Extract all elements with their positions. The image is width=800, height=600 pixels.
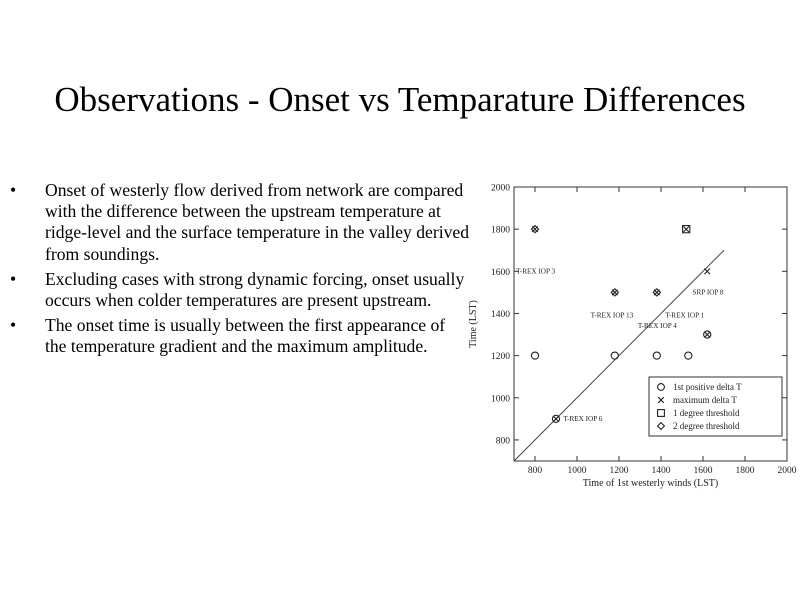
x-tick-label: 1200	[609, 466, 629, 476]
x-tick-label: 1400	[651, 466, 671, 476]
data-point-circle	[611, 352, 618, 359]
slide-title: Observations - Onset vs Temparature Differences	[54, 80, 746, 119]
point-annotation: SRP IOP 8	[692, 288, 724, 297]
legend-label: 2 degree threshold	[673, 421, 740, 431]
point-annotation: T-REX IOP 13	[590, 311, 634, 320]
bullet-list	[8, 180, 470, 362]
x-tick-label: 2000	[777, 466, 797, 476]
bullet-text: The onset time is usually between the first appearance of the temperature gradient and the maximum amplitude.	[45, 315, 446, 357]
data-point-x	[704, 332, 710, 338]
y-tick-label: 800	[495, 436, 510, 447]
x-tick-label: 1000	[567, 466, 587, 476]
bullet-text: Excluding cases with strong dynamic forcing, onset usually occurs when colder temperatures are present upstream.	[45, 268, 465, 311]
legend-label: 1st positive delta T	[673, 382, 742, 392]
point-annotation: T-REX IOP 4	[637, 322, 677, 331]
bullet-item	[8, 315, 470, 357]
y-tick-label: 1200	[491, 352, 510, 363]
bullet-glyph: •	[10, 180, 17, 200]
data-point-x	[683, 226, 689, 232]
x-tick-label: 1800	[735, 466, 755, 476]
x-axis-label: Time of 1st westerly winds (LST)	[582, 478, 719, 489]
data-point-x	[553, 416, 559, 422]
bullet-item	[8, 269, 470, 311]
point-annotation: T-REX IOP 1	[665, 311, 705, 320]
y-tick-label: 1800	[491, 225, 510, 236]
y-tick-label: 1400	[491, 309, 510, 320]
point-annotation: T-REX IOP 6	[563, 414, 603, 423]
data-point-x	[704, 269, 710, 275]
x-tick-label: 1600	[693, 466, 713, 476]
data-point-circle	[685, 352, 692, 359]
y-tick-label: 1000	[491, 394, 510, 405]
legend-label: 1 degree threshold	[673, 408, 740, 418]
bullet-item	[8, 180, 470, 265]
y-tick-label: 1600	[491, 267, 510, 278]
y-tick-label: 2000	[491, 183, 510, 194]
legend-label: maximum delta T	[673, 395, 737, 405]
data-point-circle	[531, 352, 538, 359]
point-annotation: T-REX IOP 3	[516, 267, 556, 276]
x-tick-label: 800	[527, 466, 543, 476]
y-axis-label: Time (LST)	[468, 300, 479, 348]
bullet-glyph: •	[10, 268, 17, 289]
bullet-glyph: •	[10, 315, 17, 336]
scatter-chart	[462, 175, 800, 490]
bullet-text: Onset of westerly flow derived from network are compared with the difference between the upstream temperature at ridge-level and the surface temperature in the valley derived from soundings.	[45, 180, 470, 264]
data-point-circle	[653, 352, 660, 359]
